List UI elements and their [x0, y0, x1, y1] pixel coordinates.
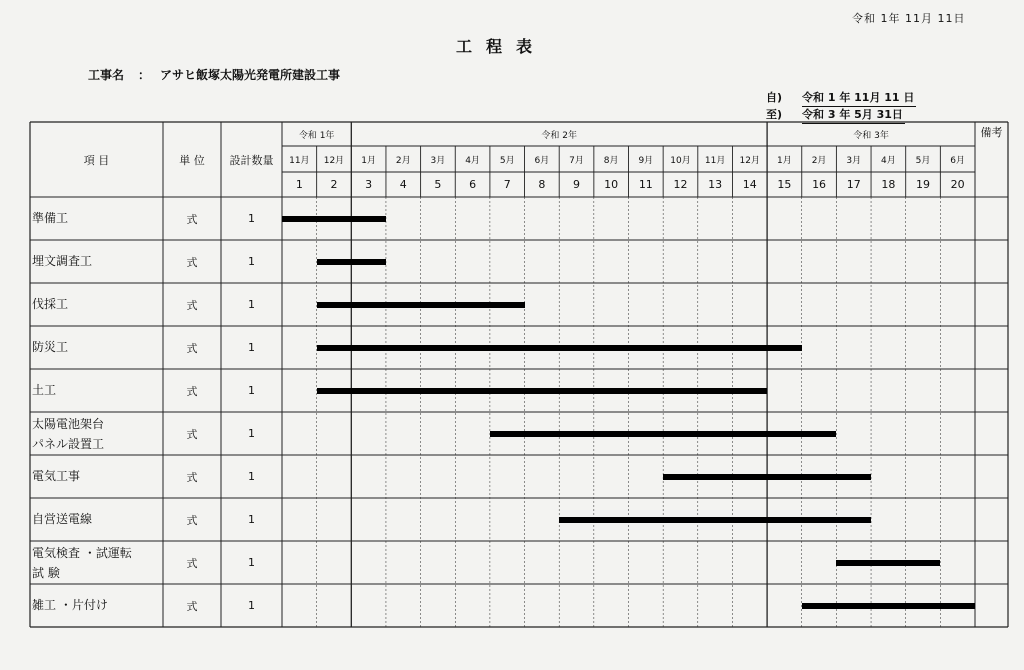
month-number: 9 — [573, 178, 580, 191]
task-name-line1: 雑工 ・片付け — [32, 598, 108, 612]
month-header: 10月 — [670, 155, 691, 166]
date-stamp: 令和 1年 11月 11日 — [852, 12, 966, 25]
schedule-bar — [282, 216, 386, 222]
task-unit: 式 — [186, 599, 198, 613]
schedule-bar — [317, 259, 386, 265]
month-number: 5 — [434, 178, 442, 191]
month-number: 4 — [399, 178, 407, 191]
month-header: 2月 — [811, 155, 827, 166]
month-header: 6月 — [950, 155, 966, 166]
month-header: 5月 — [499, 155, 515, 166]
month-number: 16 — [812, 178, 827, 191]
month-number: 14 — [742, 178, 757, 191]
task-name-line1: 電気検査 ・試運転 — [32, 546, 132, 560]
project-colon: ： — [138, 68, 151, 82]
task-quantity: 1 — [248, 470, 255, 483]
task-name-line1: 伐採工 — [32, 297, 69, 311]
task-name-line1: 電気工事 — [32, 469, 81, 483]
column-header-quantity: 設計数量 — [229, 153, 274, 167]
month-header: 6月 — [534, 155, 550, 166]
month-header: 12月 — [739, 155, 760, 166]
task-name — [30, 251, 165, 271]
month-number: 7 — [503, 178, 511, 191]
month-header: 11月 — [704, 155, 726, 166]
task-name-line2: パネル設置工 — [32, 437, 105, 451]
project-label: 工事名 — [88, 68, 125, 82]
task-quantity: 1 — [248, 212, 255, 225]
month-header: 2月 — [395, 155, 411, 166]
task-quantity: 1 — [248, 298, 255, 311]
column-header-unit: 単 位 — [179, 153, 205, 167]
month-number: 3 — [365, 178, 373, 191]
month-number: 12 — [673, 178, 688, 191]
month-header: 4月 — [465, 155, 480, 166]
schedule-bar — [559, 517, 871, 523]
task-name — [30, 294, 165, 314]
project-name: アサヒ飯塚太陽光発電所建設工事 — [160, 68, 341, 82]
month-number: 17 — [846, 178, 861, 191]
schedule-bar — [663, 474, 871, 480]
month-number: 6 — [469, 178, 477, 191]
task-name — [30, 509, 165, 529]
month-header: 3月 — [430, 155, 446, 166]
period-to-label: 至) — [766, 108, 783, 121]
year-header: 令和 1年 — [298, 130, 335, 141]
task-name — [30, 543, 165, 583]
month-number: 20 — [950, 178, 965, 191]
schedule-bar — [317, 302, 525, 308]
task-name-line1: 太陽電池架台 — [32, 417, 105, 431]
month-header: 8月 — [603, 155, 619, 166]
task-name-line1: 準備工 — [32, 211, 69, 225]
month-header: 1月 — [777, 155, 792, 166]
month-number: 2 — [330, 178, 338, 191]
task-name — [30, 208, 165, 228]
schedule-bar — [317, 345, 802, 351]
period-from-label: 自) — [766, 91, 783, 104]
task-unit: 式 — [186, 513, 198, 527]
task-unit: 式 — [186, 255, 198, 269]
month-number: 19 — [916, 178, 930, 191]
task-quantity: 1 — [248, 599, 255, 612]
schedule-bar — [490, 431, 837, 437]
page-title: 工程表 — [456, 37, 547, 56]
task-unit: 式 — [186, 341, 198, 355]
schedule-bar — [836, 560, 940, 566]
task-unit: 式 — [186, 298, 198, 312]
task-quantity: 1 — [248, 384, 255, 397]
task-name-line1: 埋文調査工 — [32, 254, 93, 268]
month-header: 1月 — [361, 155, 376, 166]
month-number: 1 — [295, 178, 303, 191]
month-header: 9月 — [638, 155, 654, 166]
task-name — [30, 595, 165, 615]
month-header: 11月 — [289, 155, 310, 166]
task-quantity: 1 — [248, 556, 255, 569]
task-quantity: 1 — [248, 255, 255, 268]
task-unit: 式 — [186, 427, 198, 441]
column-header-notes: 備考 — [980, 126, 1003, 139]
task-quantity: 1 — [248, 341, 255, 354]
task-unit: 式 — [186, 212, 198, 226]
month-header: 12月 — [323, 155, 345, 166]
month-number: 10 — [604, 178, 619, 191]
month-number: 13 — [708, 178, 723, 191]
month-header: 5月 — [915, 155, 931, 166]
month-header: 4月 — [881, 155, 896, 166]
month-header: 7月 — [569, 155, 584, 166]
task-name — [30, 466, 165, 486]
column-header-item: 項 目 — [83, 153, 110, 167]
year-header: 令和 2年 — [541, 130, 577, 141]
year-header: 令和 3年 — [853, 130, 889, 141]
task-name-line1: 防災工 — [32, 340, 69, 354]
month-number: 18 — [881, 178, 896, 191]
schedule-bar — [317, 388, 767, 394]
month-number: 15 — [777, 178, 792, 191]
month-header: 3月 — [846, 155, 862, 166]
task-name — [30, 380, 165, 400]
task-unit: 式 — [186, 470, 198, 484]
task-name-line2: 試 験 — [32, 566, 60, 580]
period-to-value: 令和 3 年 5月 31日 — [802, 107, 905, 124]
task-unit: 式 — [186, 384, 198, 398]
task-unit: 式 — [186, 556, 198, 570]
task-name-line1: 自営送電線 — [32, 512, 93, 526]
task-quantity: 1 — [248, 513, 255, 526]
task-name-line1: 土工 — [32, 383, 57, 397]
month-number: 8 — [538, 178, 546, 191]
month-number: 11 — [638, 178, 653, 191]
schedule-bar — [802, 603, 975, 609]
task-name — [30, 337, 165, 357]
period-from-value: 令和 1 年 11月 11 日 — [802, 90, 916, 107]
task-name — [30, 414, 165, 454]
task-quantity: 1 — [248, 427, 255, 440]
